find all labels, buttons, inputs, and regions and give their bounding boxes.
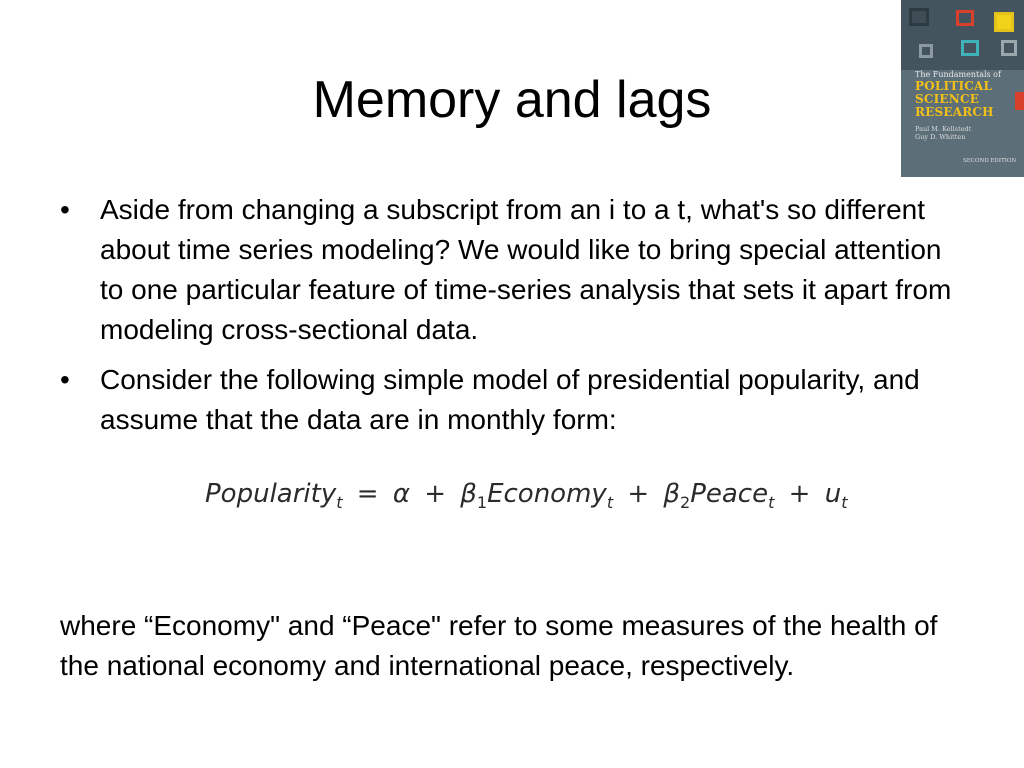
cover-square-decoration	[1015, 92, 1024, 110]
equation-lhs: Popularity	[205, 479, 337, 509]
bullet-text: Aside from changing a subscript from an i to a t, what's so different about time series modeling? We would like to bring special attention to one particular feature of time-series analysis that sets it apart from modeling cross-sectional data.	[100, 194, 952, 345]
book-cover-image	[901, 0, 1024, 177]
cover-subtitle: The Fundamentals of	[915, 70, 1001, 79]
cover-author: Paul M. Kellstedt	[915, 125, 972, 133]
equation-plus: +	[424, 479, 447, 509]
popularity-equation	[205, 474, 847, 523]
equation-subscript: t	[841, 493, 848, 512]
cover-square-decoration	[909, 8, 929, 26]
equation-beta: β	[663, 479, 681, 509]
cover-title-line: SCIENCE	[915, 92, 980, 106]
equation-subscript: t	[606, 493, 614, 512]
equation-subscript: 2	[680, 493, 691, 512]
bullet-text: Consider the following simple model of presidential popularity, and assume that the data are in monthly form:	[100, 364, 920, 435]
cover-author: Guy D. Whitten	[915, 133, 966, 141]
cover-square-decoration	[919, 44, 933, 58]
equation-peace: Peace	[690, 479, 769, 509]
cover-text-block	[915, 70, 1015, 141]
cover-title-line: POLITICAL	[915, 79, 993, 93]
cover-square-decoration	[994, 12, 1014, 32]
equation-alpha: α	[392, 479, 410, 509]
cover-square-decoration	[961, 40, 979, 56]
cover-title-line: RESEARCH	[915, 105, 994, 119]
equation-economy: Economy	[487, 479, 607, 509]
explanation-text: where “Economy" and “Peace" refer to some measures of the health of the national economy and international peace, respectively.	[60, 610, 938, 681]
equation-plus: +	[788, 479, 811, 509]
bullet-list	[60, 190, 960, 450]
cover-square-decoration	[956, 10, 974, 26]
bullet-marker: •	[60, 364, 70, 395]
bullet-item	[60, 360, 960, 440]
equation-subscript: t	[336, 493, 343, 512]
cover-edition: SECOND EDITION	[963, 158, 1017, 164]
cover-square-decoration	[1001, 40, 1017, 56]
bullet-item	[60, 190, 960, 350]
equation-plus: +	[627, 479, 650, 509]
equation-beta: β	[460, 479, 477, 509]
equation-subscript: t	[768, 493, 775, 512]
equation-error-term: u	[824, 479, 842, 509]
equation-subscript: 1	[476, 493, 488, 512]
slide-title: Memory and lags	[312, 71, 712, 129]
bullet-marker: •	[60, 194, 70, 225]
equation-equals: =	[356, 479, 379, 509]
